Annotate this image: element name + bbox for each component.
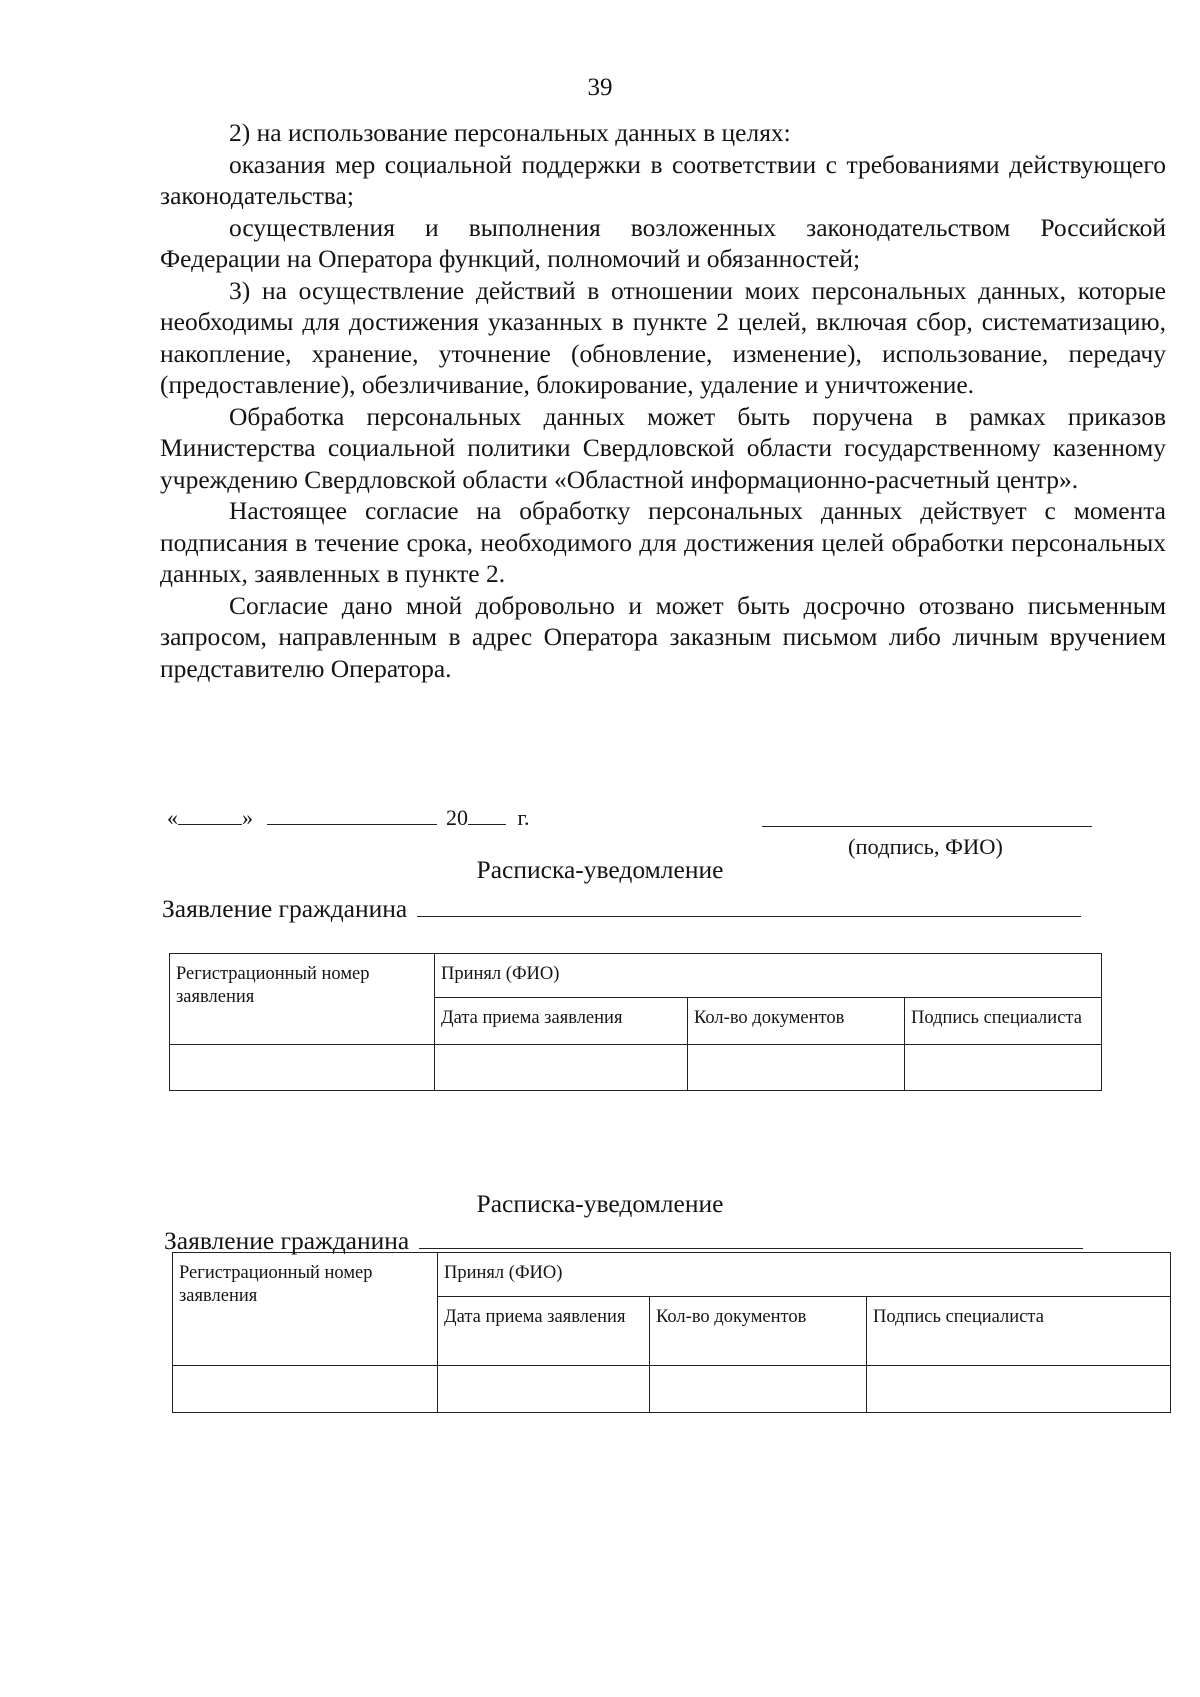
day-blank[interactable] — [178, 805, 242, 825]
page-number: 39 — [587, 74, 613, 101]
receipt-date-cell[interactable] — [435, 1045, 688, 1091]
specialist-signature-header: Подпись специалиста — [867, 1297, 1171, 1366]
reg-number-cell[interactable] — [173, 1366, 438, 1413]
receipt-table — [172, 1252, 1171, 1413]
citizen-application-label: Заявление гражданина — [162, 894, 408, 923]
accepted-by-header: Принял (ФИО) — [438, 1253, 1171, 1297]
month-blank[interactable] — [267, 805, 437, 825]
receipt-date-cell[interactable] — [438, 1366, 650, 1413]
paragraph-purpose-usage: 2) на использование персональных данных в целях: — [229, 118, 791, 147]
citizen-application-line — [162, 894, 1081, 924]
citizen-application-blank[interactable] — [417, 897, 1081, 917]
paragraph-operator-functions: осуществления и выполнения возложенных законодательством Российской Федерации на Оператора функций, полномочий и обязанностей; — [160, 212, 1166, 273]
reg-number-header: Регистрационный номер заявления — [173, 1253, 438, 1366]
documents-count-header: Кол-во документов — [688, 998, 905, 1045]
citizen-application-blank[interactable] — [419, 1229, 1083, 1249]
specialist-signature-header: Подпись специалиста — [905, 998, 1102, 1045]
citizen-application-label: Заявление гражданина — [164, 1226, 410, 1255]
specialist-signature-cell[interactable] — [867, 1366, 1171, 1413]
receipt-date-header: Дата приема заявления — [435, 998, 688, 1045]
receipt-date-header: Дата приема заявления — [438, 1297, 650, 1366]
receipt-table — [169, 953, 1102, 1091]
receipt-title: Расписка-уведомление — [476, 1189, 724, 1218]
specialist-signature-cell[interactable] — [905, 1045, 1102, 1091]
year-prefix: 20 — [446, 805, 468, 830]
paragraph-processing-delegation: Обработка персональных данных может быть поручена в рамках приказов Министерства социальной политики Свердловской области государственному казенному учреждению Свердловской области «Областной информационно-расчетный центр». — [160, 401, 1166, 494]
documents-count-cell[interactable] — [650, 1366, 867, 1413]
reg-number-header: Регистрационный номер заявления — [170, 954, 435, 1045]
documents-count-cell[interactable] — [688, 1045, 905, 1091]
paragraph-consent-validity: Настоящее согласие на обработку персональных данных действует с момента подписания в течение срока, необходимого для достижения целей обработки персональных данных, заявленных в пункте 2. — [160, 496, 1166, 588]
paragraph-social-support: оказания мер социальной поддержки в соответствии с требованиями действующего законодательства; — [160, 149, 1166, 210]
signature-caption: (подпись, ФИО) — [848, 834, 1003, 859]
accepted-by-header: Принял (ФИО) — [435, 954, 1102, 998]
date-open-quote: « — [167, 805, 178, 830]
reg-number-cell[interactable] — [170, 1045, 435, 1091]
receipt-title: Расписка-уведомление — [476, 855, 724, 884]
paragraph-consent-withdrawal: Согласие дано мной добровольно и может быть досрочно отозвано письменным запросом, направленным в адрес Оператора заказным письмом либо личным вручением представителю Оператора. — [160, 590, 1166, 683]
date-line — [167, 804, 530, 832]
year-suffix: г. — [517, 805, 530, 830]
year-blank[interactable] — [468, 805, 506, 825]
consent-text — [160, 117, 1166, 684]
date-close-quote: » — [242, 805, 253, 830]
signature-blank[interactable] — [762, 826, 1092, 827]
paragraph-data-actions: 3) на осуществление действий в отношении моих персональных данных, которые необходимы для достижения указанных в пункте 2 целей, включая сбор, систематизацию, накопление, хранение, уточнение (обновление, изменение), использование, передачу (предоставление), обезличивание, блокирование, удаление и уничтожение. — [160, 275, 1166, 399]
documents-count-header: Кол-во документов — [650, 1297, 867, 1366]
